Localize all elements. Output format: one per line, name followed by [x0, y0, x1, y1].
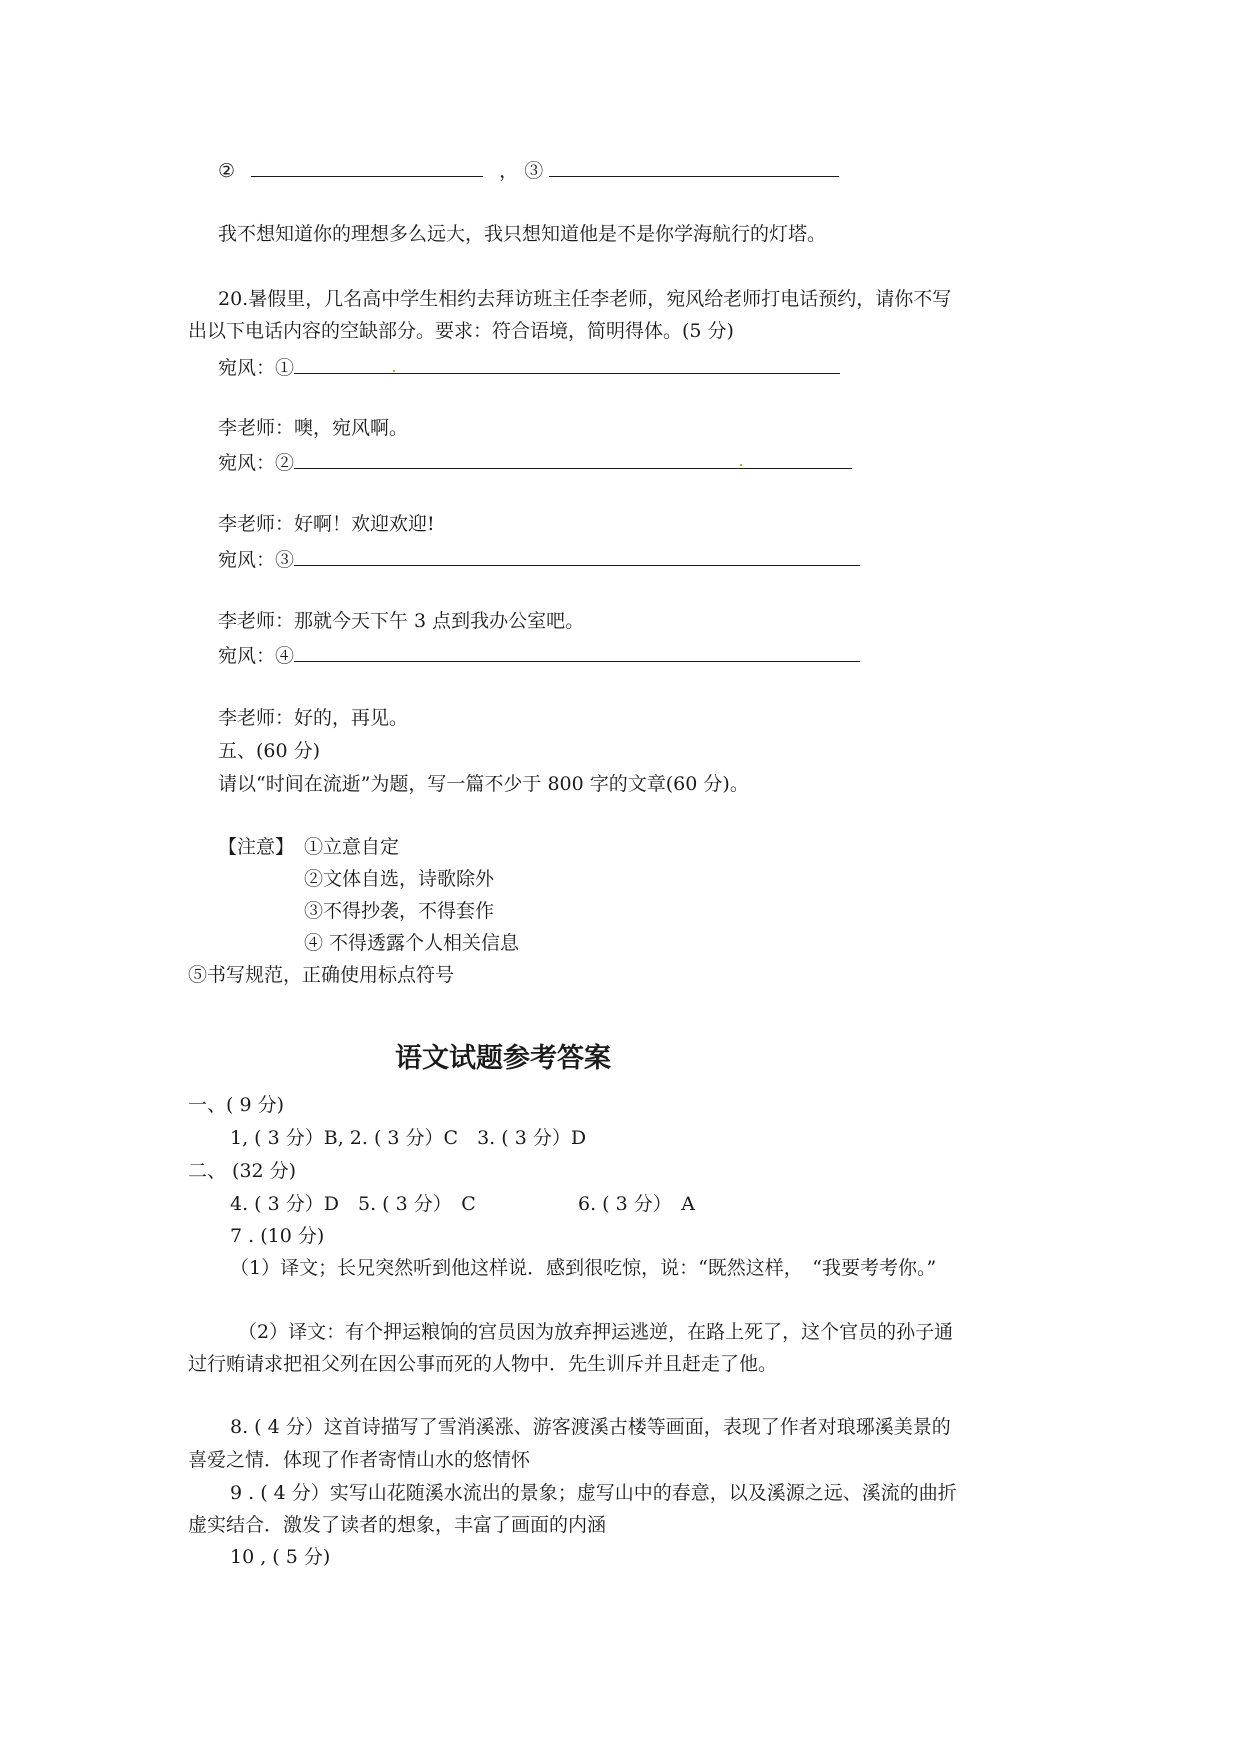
dialog-teacher-3: 李老师：那就今天下午 3 点到我办公室吧。 — [218, 610, 585, 632]
essay-prompt: 请以“时间在流逝”为题，写一篇不少于 800 字的文章(60 分)。 — [218, 773, 749, 795]
answer-10-heading: 10 , ( 5 分) — [230, 1546, 331, 1568]
comma: ， — [499, 160, 519, 182]
note-label: 【注意】 — [218, 836, 295, 858]
answer-7-heading: 7 . (10 分) — [230, 1225, 325, 1247]
answer-blank-3[interactable] — [549, 156, 839, 177]
dialog-wanfeng-4 — [218, 641, 860, 668]
note-item-2: ②文体自选，诗歌除外 — [304, 868, 495, 890]
q20-line-2: 出以下电话内容的空缺部分。要求：符合语境，简明得体。(5 分) — [188, 320, 734, 342]
dialog-blank-3[interactable] — [294, 545, 860, 566]
q20-line-1: 20.暑假里，几名高中学生相约去拜访班主任李老师，宛风给老师打电话预约，请你不写 — [218, 288, 952, 310]
note-item-1: ①立意自定 — [304, 836, 400, 858]
answers-section-2: 二、 (32 分) — [188, 1160, 297, 1182]
speaker-label: 宛风：③ — [218, 549, 295, 571]
dialog-blank-1[interactable] — [294, 353, 840, 374]
answers-section-1: 一、( 9 分) — [188, 1094, 284, 1116]
stray-mark — [393, 370, 395, 372]
blank-2-marker: ② — [218, 160, 236, 182]
speaker-label: 宛风：② — [218, 452, 295, 474]
dialog-wanfeng-2 — [218, 448, 852, 475]
answer-9-line-2: 虚实结合．激发了读者的想象，丰富了画面的内涵 — [188, 1514, 607, 1536]
quote-line: 我不想知道你的理想多么远大，我只想知道他是不是你学海航行的灯塔。 — [218, 223, 827, 245]
answer-8-line-2: 喜爱之情．体现了作者寄情山水的悠情怀 — [188, 1449, 531, 1471]
speaker-label: 宛风：④ — [218, 645, 295, 667]
note-item-3: ③不得抄袭，不得套作 — [304, 900, 495, 922]
speaker-label: 宛风：① — [218, 357, 295, 379]
answer-7-1: （1）译文；长兄突然听到他这样说．感到很吃惊，说：“既然这样， “我要考考你。” — [230, 1257, 937, 1279]
answer-8-line-1: 8. ( 4 分）这首诗描写了雪消溪涨、游客渡溪古楼等画面，表现了作者对琅琊溪美景的 — [230, 1416, 951, 1438]
section-5-heading: 五、(60 分) — [218, 740, 321, 762]
dialog-wanfeng-3 — [218, 545, 860, 572]
answers-title: 语文试题参考答案 — [395, 1043, 611, 1074]
answer-9-line-1: 9 . ( 4 分）实写山花随溪水流出的景象；虚写山中的春意，以及溪源之远、溪流的曲折 — [230, 1482, 957, 1504]
note-item-5: ⑤书写规范，正确使用标点符号 — [188, 964, 455, 986]
dialog-wanfeng-1 — [218, 353, 840, 380]
answers-1-3: 1, ( 3 分）B, 2. ( 3 分）C 3. ( 3 分）D — [230, 1127, 587, 1149]
blanks-row — [218, 156, 839, 183]
dialog-teacher-4: 李老师：好的，再见。 — [218, 707, 409, 729]
answers-6: 6. ( 3 分） A — [578, 1193, 695, 1215]
answer-7-2-line-1: （2）译文：有个押运粮饷的宫员因为放弃押运逃逆，在路上死了，这个官员的孙子通 — [238, 1321, 954, 1343]
dialog-teacher-2: 李老师：好啊！欢迎欢迎! — [218, 513, 435, 535]
note-item-4: ④ 不得透露个人相关信息 — [304, 932, 520, 954]
answers-4-5: 4. ( 3 分）D 5. ( 3 分） C — [230, 1193, 476, 1215]
dialog-teacher-1: 李老师：噢，宛风啊。 — [218, 417, 409, 439]
stray-mark — [740, 464, 742, 466]
dialog-blank-4[interactable] — [294, 641, 860, 662]
dialog-blank-2[interactable] — [294, 448, 852, 469]
answer-blank-2[interactable] — [251, 156, 483, 177]
blank-3-marker: ③ — [524, 160, 544, 182]
answer-7-2-line-2: 过行贿请求把祖父列在因公事而死的人物中．先生训斥并且赶走了他。 — [188, 1353, 778, 1375]
